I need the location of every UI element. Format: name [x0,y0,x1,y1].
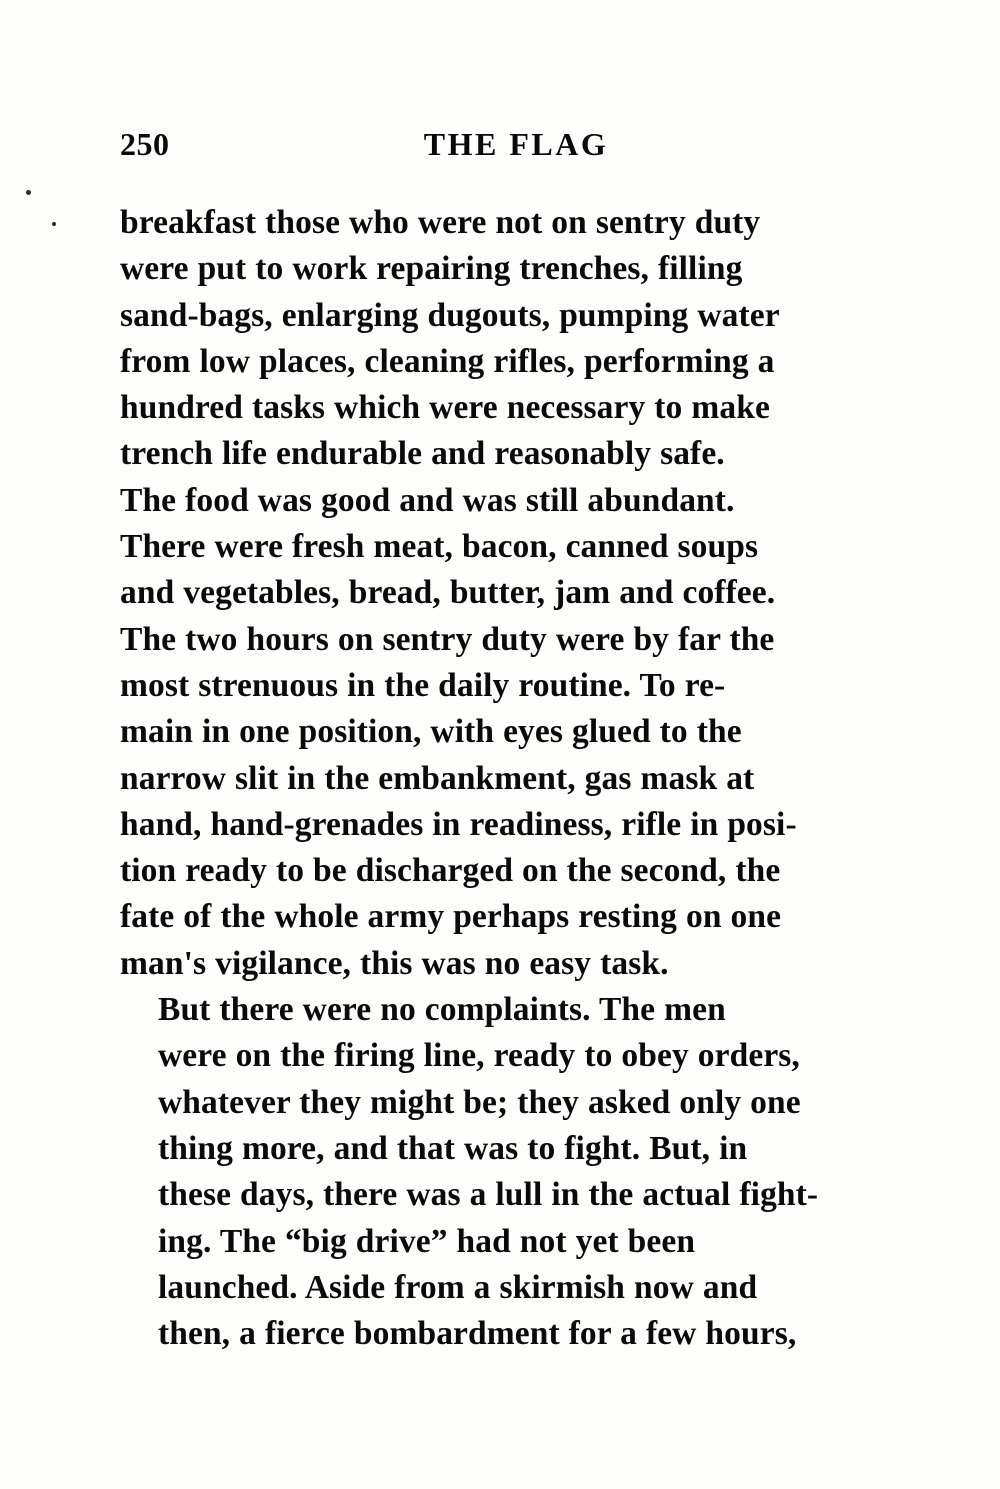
text-line: The two hours on sentry duty were by far the [120,620,775,658]
text-line: and vegetables, bread, butter, jam and coffee. [120,574,776,612]
text-line: thing more, and that was to fight. But, in [158,1129,748,1167]
text-line: were put to work repairing trenches, filling [120,250,743,288]
text-line: hand, hand-grenades in readiness, rifle in posi- [120,805,797,843]
text-line: ing. The “big drive” had not yet been [158,1222,696,1260]
text-line: trench life endurable and reasonably safe. [120,435,725,473]
text-line: man's vigilance, this was no easy task. [120,944,669,982]
text-line: narrow slit in the embankment, gas mask at [120,759,755,797]
text-line: most strenuous in the daily routine. To re- [120,666,726,704]
page-number: 250 [120,126,170,162]
page-speck-mark [26,190,31,195]
text-line: fate of the whole army perhaps resting on one [120,898,782,936]
text-line: The food was good and was still abundant. [120,481,735,519]
text-line: these days, there was a lull in the actual fight- [158,1176,819,1214]
text-line: hundred tasks which were necessary to make [120,389,770,427]
page-speck-mark [52,222,56,226]
text-line: There were fresh meat, bacon, canned soups [120,528,759,566]
text-line: whatever they might be; they asked only one [158,1083,801,1121]
paragraph [120,200,913,987]
paragraph [120,987,913,1357]
text-line: from low places, cleaning rifles, performing a [120,342,775,380]
text-line: main in one position, with eyes glued to the [120,713,742,751]
text-line: tion ready to be discharged on the second, the [120,852,781,890]
text-line: then, a fierce bombardment for a few hours, [158,1315,797,1353]
body-text [120,200,913,1357]
running-title: THE FLAG [423,126,609,162]
text-line: launched. Aside from a skirmish now and [158,1268,758,1306]
text-line: were on the firing line, ready to obey orders, [158,1037,800,1075]
page-header [120,128,912,160]
text-line: But there were no complaints. The men [158,991,726,1029]
text-line: breakfast those who were not on sentry duty [120,204,761,241]
text-line: sand-bags, enlarging dugouts, pumping water [120,296,780,334]
